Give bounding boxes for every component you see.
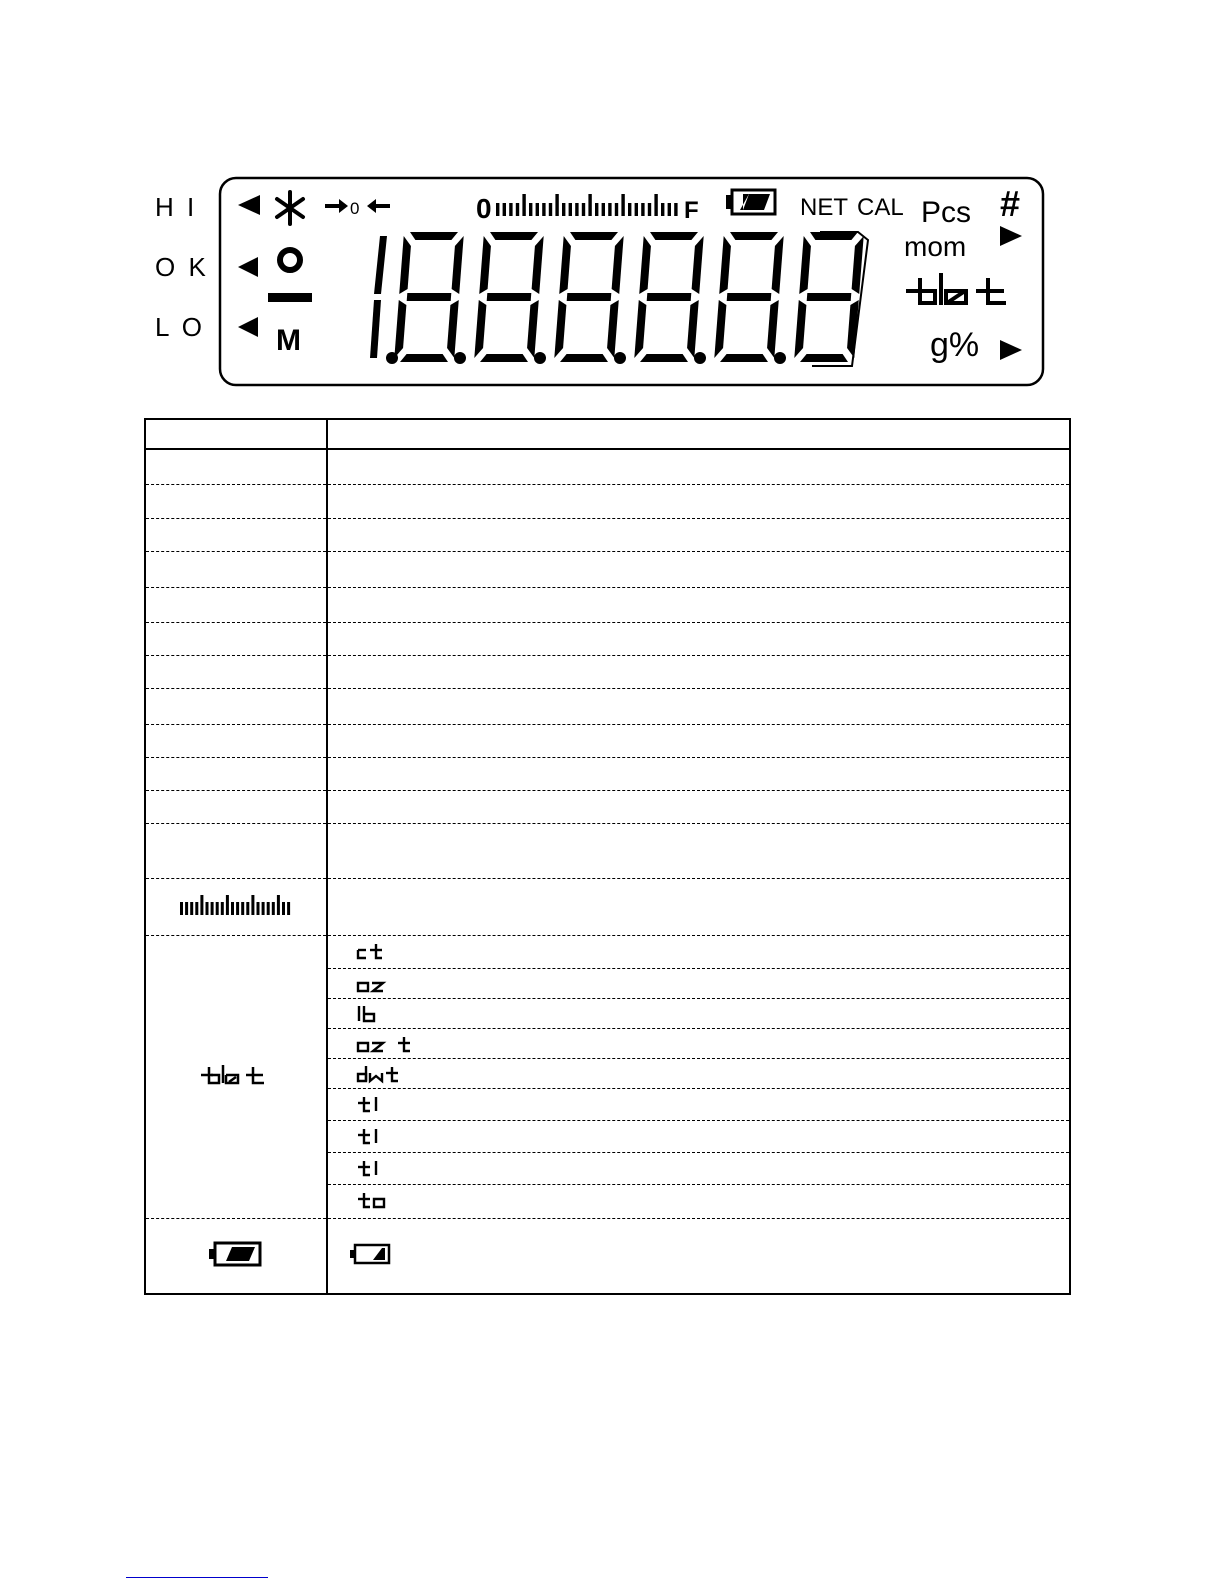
cal-label: CAL [857, 194, 904, 221]
table-cell [327, 518, 1070, 551]
table-cell [327, 655, 1070, 688]
table-cell [327, 790, 1070, 823]
table-cell [327, 724, 1070, 757]
battery-low-icon [349, 1243, 391, 1265]
unit-glyph-icon [356, 1126, 416, 1148]
table-cell [327, 484, 1070, 518]
unit-glyph-icon [356, 974, 416, 996]
battery-description-cell [327, 1218, 1070, 1294]
battery-icon [208, 1240, 264, 1268]
unit-row-oz [328, 969, 1069, 999]
table-cell [145, 449, 327, 484]
unit-row-dwt [328, 1059, 1069, 1089]
unit-row-tl [328, 1121, 1069, 1153]
unit-glyph-icon [356, 1064, 416, 1086]
bargraph-symbol-cell [145, 878, 327, 935]
digits-readout: 1.8.8.8.8.8.8 [840, 370, 846, 371]
table-cell [327, 878, 1070, 935]
minus-icon [268, 293, 312, 302]
battery-icon [726, 190, 775, 214]
dwt-segment-icon [908, 275, 1004, 303]
table-cell [327, 823, 1070, 878]
seven-segment-digits [370, 232, 864, 364]
unit-row-ct [328, 936, 1069, 969]
hash-label: # [1000, 183, 1021, 224]
zero-label: 0 [350, 199, 360, 218]
unit-row-tl [328, 1089, 1069, 1121]
triangle-left-icon [238, 195, 260, 215]
table-cell [145, 790, 327, 823]
unit-label: g% [930, 326, 980, 364]
table-cell [327, 688, 1070, 724]
table-cell [145, 688, 327, 724]
table-cell [145, 823, 327, 878]
dwt-segment-icon [200, 1063, 272, 1087]
table-cell [145, 587, 327, 622]
table-cell [145, 757, 327, 790]
table-cell [145, 655, 327, 688]
lcd-label-hi: H I [155, 192, 198, 222]
battery-symbol-cell [145, 1218, 327, 1294]
unit-glyph-icon [356, 1158, 416, 1180]
lcd-display-diagram [140, 170, 1050, 395]
table-cell [327, 551, 1070, 587]
table-cell [145, 551, 327, 587]
mom-label: mom [904, 231, 967, 262]
triangle-right-icon [1000, 340, 1022, 360]
table-cell [145, 622, 327, 655]
table-cell [327, 757, 1070, 790]
triangle-left-icon [238, 317, 258, 337]
unit-row-lb [328, 999, 1069, 1029]
table-cell [327, 449, 1070, 484]
table-cell [327, 622, 1070, 655]
lcd-label-ok: O K [155, 252, 209, 282]
triangle-left-icon [238, 257, 258, 277]
link-underline [126, 1577, 268, 1578]
pcs-label: Pcs [921, 196, 972, 229]
unit-glyph-icon [356, 941, 416, 963]
asterisk-icon [277, 192, 303, 224]
unit-row-tl [328, 1153, 1069, 1185]
bargraph-start-label: 0 [476, 193, 492, 224]
unit-glyph-icon [356, 1094, 416, 1116]
unit-row-ozt [328, 1029, 1069, 1059]
dwt-symbol-cell [145, 935, 327, 1218]
unit-glyph-icon [356, 1190, 416, 1212]
table-cell [145, 518, 327, 551]
bargraph-icon [496, 194, 678, 216]
net-label: NET [800, 194, 848, 221]
bargraph-icon [178, 894, 294, 916]
memory-label: M [276, 324, 301, 357]
table-cell [145, 484, 327, 518]
symbol-legend-table [144, 418, 1071, 1295]
header-description-cell [327, 419, 1070, 449]
bargraph-end-label: F [684, 197, 699, 224]
unit-glyph-icon [356, 1034, 416, 1056]
circle-icon [280, 250, 300, 270]
table-cell [145, 724, 327, 757]
unit-glyph-icon [356, 1004, 416, 1026]
triangle-right-icon [1000, 226, 1022, 246]
header-symbol-cell [145, 419, 327, 449]
zero-arrows-icon [325, 199, 390, 218]
unit-list-cell [327, 935, 1070, 1218]
unit-row-to [328, 1185, 1069, 1217]
table-cell [327, 587, 1070, 622]
lcd-label-lo: L O [155, 312, 205, 342]
